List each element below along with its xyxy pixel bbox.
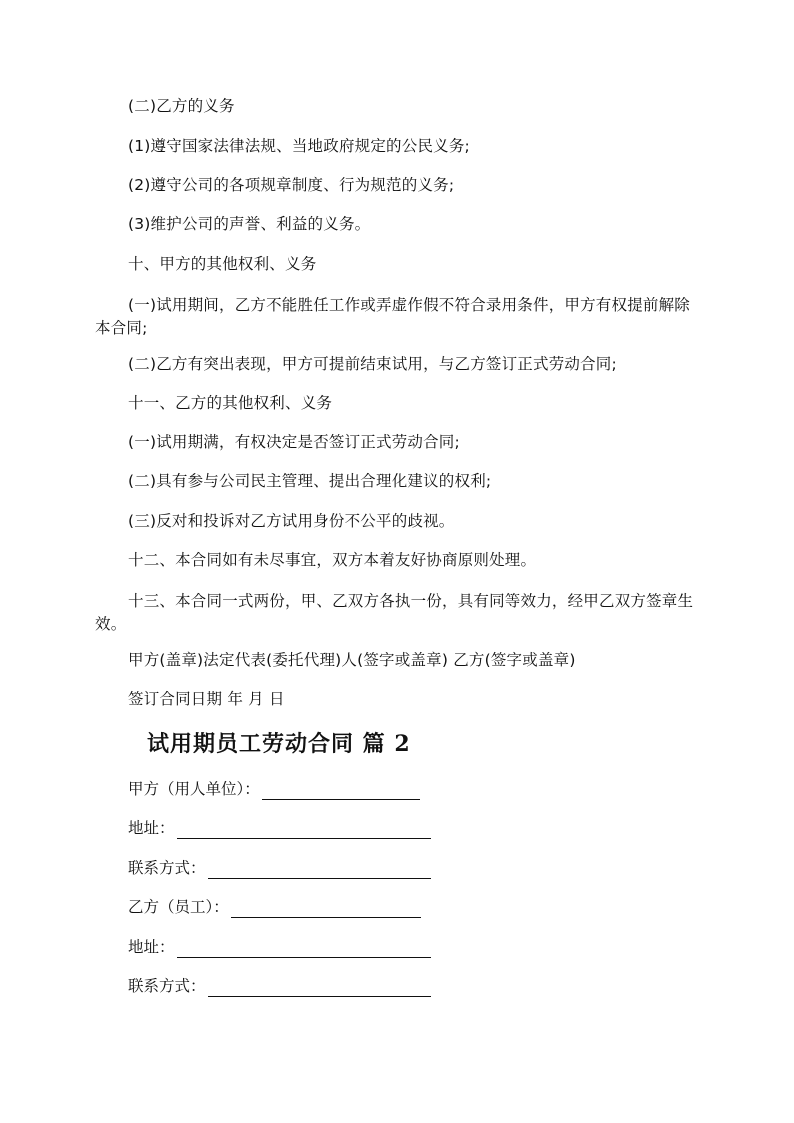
paragraph-signatures: 甲方(盖章)法定代表(委托代理)人(签字或盖章) 乙方(签字或盖章) xyxy=(128,651,576,669)
field-contact-a-label: 联系方式： xyxy=(128,859,206,877)
field-party-a-label: 甲方（用人单位）： xyxy=(128,780,260,798)
field-address-a-blank[interactable] xyxy=(177,820,431,839)
paragraph-obligation-1: (1)遵守国家法律法规、当地政府规定的公民义务; xyxy=(128,137,470,155)
paragraph-obligation-3: (3)维护公司的声誉、利益的义务。 xyxy=(128,215,371,233)
paragraph-obligation-2: (2)遵守公司的各项规章制度、行为规范的义务; xyxy=(128,176,455,194)
paragraph-section-11-item-2: (二)具有参与公司民主管理、提出合理化建议的权利; xyxy=(128,472,492,490)
paragraph-sign-date: 签订合同日期 年 月 日 xyxy=(128,690,285,708)
field-contact-b-blank[interactable] xyxy=(208,978,431,997)
field-address-a xyxy=(128,815,431,839)
field-address-b xyxy=(128,934,431,958)
paragraph-party-b-obligations-heading: (二)乙方的义务 xyxy=(128,97,235,115)
section-title: 试用期员工劳动合同 篇 2 xyxy=(147,731,411,757)
field-address-b-label: 地址： xyxy=(128,938,175,956)
field-party-b-blank[interactable] xyxy=(231,899,421,918)
paragraph-section-13: 十三、本合同一式两份，甲、乙双方各执一份，具有同等效力，经甲乙双方签章生效。 xyxy=(95,592,694,633)
paragraph-section-11-item-1: (一)试用期满，有权决定是否签订正式劳动合同; xyxy=(128,433,460,451)
paragraph-section-11-heading: 十一、乙方的其他权利、义务 xyxy=(128,394,333,412)
paragraph-section-10-item-1: (一)试用期间，乙方不能胜任工作或弄虚作假不符合录用条件，甲方有权提前解除本合同; xyxy=(95,296,690,337)
field-party-a xyxy=(128,776,420,800)
field-party-b xyxy=(128,894,421,918)
field-party-a-blank[interactable] xyxy=(262,781,420,800)
field-party-b-label: 乙方（员工）： xyxy=(128,898,229,916)
paragraph-section-10-item-2: (二)乙方有突出表现，甲方可提前结束试用，与乙方签订正式劳动合同; xyxy=(128,355,617,373)
field-contact-a xyxy=(128,855,431,879)
paragraph-section-12: 十二、本合同如有未尽事宜，双方本着友好协商原则处理。 xyxy=(128,551,537,569)
paragraph-section-10-heading: 十、甲方的其他权利、义务 xyxy=(128,255,317,273)
paragraph-section-11-item-3: (三)反对和投诉对乙方试用身份不公平的歧视。 xyxy=(128,512,455,530)
field-address-a-label: 地址： xyxy=(128,819,175,837)
field-address-b-blank[interactable] xyxy=(177,939,431,958)
field-contact-b-label: 联系方式： xyxy=(128,977,206,995)
field-contact-b xyxy=(128,973,431,997)
field-contact-a-blank[interactable] xyxy=(208,860,431,879)
